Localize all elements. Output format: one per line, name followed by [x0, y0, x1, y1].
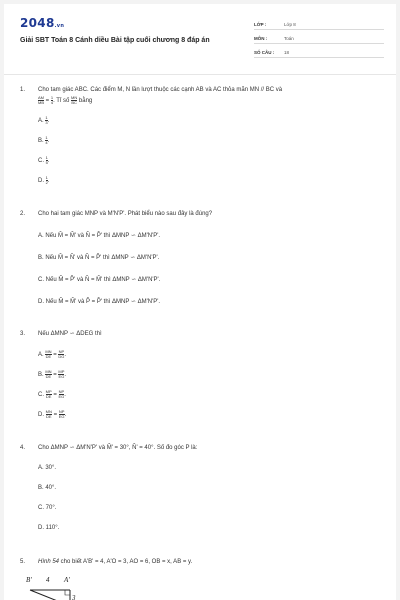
- question-stem: [20, 558, 388, 567]
- label-b-prime: B': [26, 576, 32, 584]
- question-number: 2.: [20, 211, 26, 217]
- meta-label: LỚP :: [254, 22, 267, 27]
- header: [4, 4, 396, 74]
- question-4: [20, 444, 388, 531]
- fraction: $\frac{MN}{BC}$: [70, 95, 78, 105]
- question-text: Hình 54 cho biết A'B' = 4, A'O = 3, AO = 6, OB = x, AB = y.: [38, 559, 193, 565]
- meta-row-class: [254, 18, 384, 30]
- question-text: Cho ΔMNP ∽ ΔM'N'P' và M̂' = 30°, N̂' = 40°. Số đo góc P là:: [38, 445, 198, 451]
- meta-value: Lớp 8: [284, 22, 296, 27]
- answer-option-a[interactable]: A. Nếu M̂ = M̂' và N̂ = P̂' thì ΔMNP ∽ ΔM'N'P'.: [38, 233, 161, 239]
- question-2: [20, 210, 388, 305]
- logo-text: 2048: [20, 16, 55, 30]
- answer-option-c[interactable]: C. $\frac{MP}{DE}$ = $\frac{NP}{EG}$ .: [38, 389, 66, 399]
- answer-option-b[interactable]: B. $\frac{1}{4}$ .: [38, 135, 50, 145]
- answer-option-d[interactable]: D. Nếu M̂ = M̂' và P̂ = P̂' thì ΔMNP ∽ ΔM'N'P'.: [38, 299, 161, 305]
- question-stem-line2: $\frac{AM}{MB}$ = $\frac{1}{4}$ . Tỉ số $\frac{MN}{BC}$ bằng: [38, 95, 93, 105]
- answer-option-d[interactable]: D. 110°.: [38, 525, 60, 531]
- question-number: 5.: [20, 559, 26, 565]
- question-3: [20, 330, 388, 419]
- meta-label: SỐ CÂU :: [254, 50, 275, 55]
- page-title: Giải SBT Toán 8 Cánh diều Bài tập cuối chương 8 đáp án: [20, 37, 210, 44]
- question-stem: [20, 330, 388, 339]
- meta-row-subject: [254, 32, 384, 44]
- site-logo[interactable]: [20, 16, 64, 30]
- figure-reference: Hình 54: [38, 559, 60, 565]
- meta-row-count: [254, 46, 384, 58]
- label-length-top: 4: [46, 576, 50, 584]
- question-number: 1.: [20, 87, 26, 93]
- question-text: Cho tam giác ABC. Các điểm M, N lần lượt thuộc các cạnh AB và AC thỏa mãn MN // BC và: [38, 87, 283, 93]
- answer-option-c[interactable]: C. Nếu M̂ = P̂' và N̂ = M̂' thì ΔMNP ∽ ΔM'N'P'.: [38, 277, 161, 283]
- answer-option-a[interactable]: A. $\frac{MN}{DE}$ = $\frac{NP}{DG}$ .: [38, 349, 67, 359]
- question-text: Nếu ΔMNP ∽ ΔDEG thì: [38, 331, 102, 337]
- header-divider: [4, 74, 396, 75]
- meta-value: 18: [284, 50, 290, 55]
- answer-option-a[interactable]: A. 30°.: [38, 465, 57, 471]
- question-stem: [20, 86, 388, 95]
- question-1: [20, 86, 388, 185]
- meta-value: Toán: [284, 36, 294, 41]
- document-page: [4, 4, 396, 600]
- question-number: 4.: [20, 445, 26, 451]
- fraction: $\frac{AM}{MB}$: [38, 95, 44, 105]
- answer-option-d[interactable]: D. $\frac{1}{2}$ .: [38, 175, 50, 185]
- label-a-prime: A': [64, 576, 70, 584]
- answer-option-b[interactable]: B. 40°.: [38, 485, 57, 491]
- meta-info: [254, 18, 384, 60]
- answer-option-b[interactable]: B. Nếu M̂ = N̂' và N̂ = P̂' thì ΔMNP ∽ ΔM'N'P'.: [38, 255, 160, 261]
- question-number: 3.: [20, 331, 26, 337]
- answer-option-b[interactable]: B. $\frac{MN}{DE}$ = $\frac{MP}{EG}$ .: [38, 369, 67, 379]
- question-text: Cho hai tam giác MNP và M'N'P'. Phát biểu nào sau đây là đúng?: [38, 211, 213, 217]
- fraction: $\frac{1}{4}$: [50, 95, 54, 105]
- label-length-side: 3: [72, 594, 76, 600]
- question-stem: [20, 210, 388, 219]
- triangle-drawing: [24, 586, 84, 600]
- question-5: [20, 558, 388, 567]
- answer-option-c[interactable]: C. $\frac{1}{5}$ .: [38, 155, 50, 165]
- logo-suffix: .vn: [54, 23, 65, 29]
- answer-option-d[interactable]: D. $\frac{MN}{DE}$ = $\frac{NP}{EG}$ .: [38, 409, 67, 419]
- answer-option-c[interactable]: C. 70°.: [38, 505, 57, 511]
- question-stem: [20, 444, 388, 453]
- answer-option-a[interactable]: A. $\frac{1}{3}$ .: [38, 115, 50, 125]
- meta-label: MÔN :: [254, 36, 268, 41]
